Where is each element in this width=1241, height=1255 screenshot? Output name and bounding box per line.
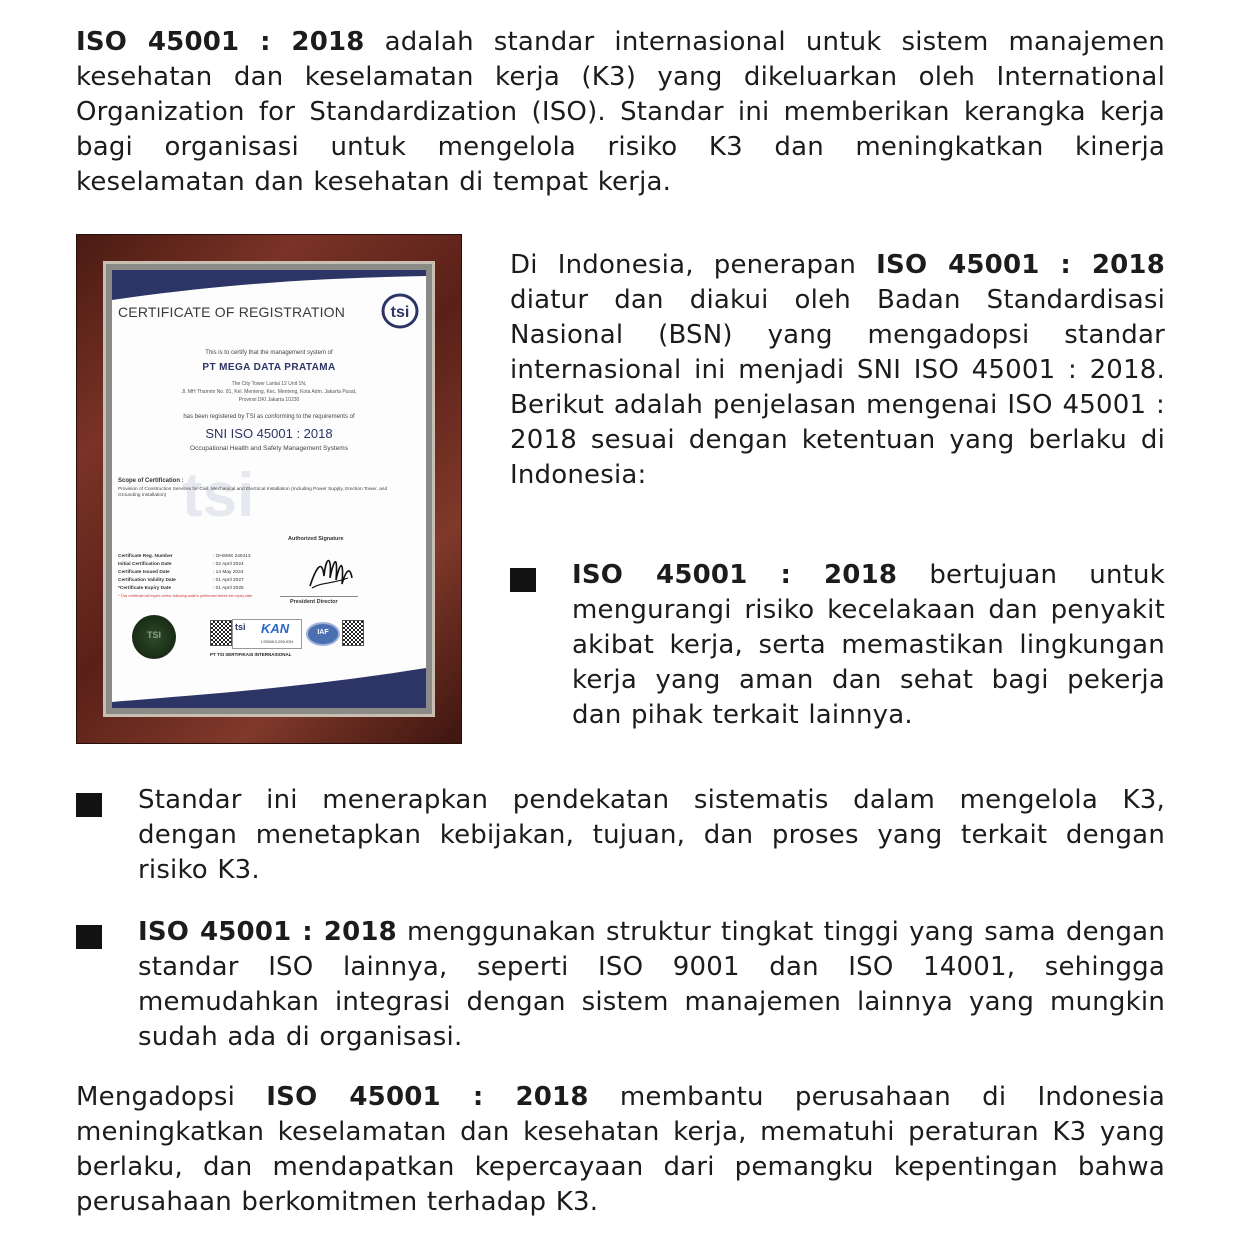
certificate-frame xyxy=(76,234,462,744)
detail-value: : 02 April 2024 xyxy=(213,562,244,567)
bullet-bold: ISO 45001 : 2018 xyxy=(138,917,397,947)
indonesia-text-before: Di Indonesia, penerapan xyxy=(510,250,877,280)
signatory-title: President Director xyxy=(290,599,338,605)
qr-code-icon xyxy=(342,620,364,646)
detail-row xyxy=(118,577,251,585)
standard-name: SNI ISO 45001 : 2018 xyxy=(205,426,333,441)
certificate-mat xyxy=(103,261,435,717)
detail-value: : 01 April 2027 xyxy=(213,578,244,583)
detail-label: Certificate Reg. Number xyxy=(118,554,173,559)
certificate-title: CERTIFICATE OF REGISTRATION xyxy=(118,304,346,320)
authorized-signature-label: Authorized Signature xyxy=(288,536,344,542)
detail-label: Certificate Issued Date xyxy=(118,570,170,575)
bullet-bold: ISO 45001 : 2018 xyxy=(572,560,898,590)
indonesia-bold: ISO 45001 : 2018 xyxy=(876,250,1165,280)
tsi-seal-icon xyxy=(132,615,176,659)
intro-text: adalah standar internasional untuk sistem manajemen kesehatan dan keselamatan kerja (K3) yang dikeluarkan oleh International Organization for Standardization (ISO). Standar ini memberikan kerangka kerja bagi organisasi untuk mengelola risiko K3 dan meningkatkan kinerja keselamatan dan kesehatan di tempat kerja. xyxy=(76,27,1165,197)
tsi-logo-icon xyxy=(380,292,420,330)
bullet-text: menggunakan struktur tingkat tinggi yang sama dengan standar ISO lainnya, seperti ISO 9001 dan ISO 14001, sehingga memudahkan integrasi dengan sistem manajemen lainnya yang mungkin sudah ada di organisasi. xyxy=(138,917,1165,1052)
square-bullet-icon xyxy=(510,568,536,592)
kan-tsi-text: tsi xyxy=(235,622,246,632)
address-line-2: Jl. MH Thamrin No. 81, Kel. Menteng, Kec. Menteng, Kota Adm. Jakarta Pusat, xyxy=(181,389,357,395)
kan-code: LSSMK3-090-IDN xyxy=(261,639,294,644)
expiry-note: * This certificate will expire unless following audit is performed before the expiry date xyxy=(118,594,253,598)
tsi-logo-text: tsi xyxy=(390,304,410,321)
indonesia-text-after: diatur dan diakui oleh Badan Standardisasi Nasional (BSN) yang mengadopsi standar internasional ini menjadi SNI ISO 45001 : 2018. Berikut adalah penjelasan mengenai ISO 45001 : 2018 sesuai dengan ketentuan yang berlaku di Indonesia: xyxy=(510,285,1165,490)
closing-text-before: Mengadopsi xyxy=(76,1082,267,1112)
bullet-text: Standar ini menerapkan pendekatan sistematis dalam mengelola K3, dengan menetapkan kebijakan, tujuan, dan proses yang terkait dengan risiko K3. xyxy=(138,785,1165,885)
standard-description: Occupational Health and Safety Management Systems xyxy=(190,445,348,452)
intro-bold: ISO 45001 : 2018 xyxy=(76,27,365,57)
certificate-details xyxy=(118,553,251,593)
address-line-3: Provinsi DKI Jakarta 10230 xyxy=(238,397,300,403)
closing-bold: ISO 45001 : 2018 xyxy=(266,1082,589,1112)
scope-heading: Scope of Certification : xyxy=(118,478,184,484)
detail-row xyxy=(118,553,251,561)
closing-text-after: membantu perusahaan di Indonesia meningkatkan keselamatan dan kesehatan kerja, mematuhi peraturan K3 yang berlaku, dan mendapatkan kepercayaan dari pemangku kepentingan bahwa perusahaan berkomitmen terhadap K3. xyxy=(76,1082,1165,1217)
detail-row xyxy=(118,569,251,577)
tsi-watermark: tsi xyxy=(182,461,255,530)
detail-label: *Certificate Expiry Date xyxy=(118,586,172,591)
signature-line xyxy=(280,596,358,597)
certify-line: This is to certify that the management system of xyxy=(205,350,333,356)
detail-value: : 01 April 2025 xyxy=(213,586,244,591)
intro-paragraph xyxy=(76,25,1165,200)
detail-value: : OHSMS 240413 xyxy=(213,554,251,559)
indonesia-paragraph xyxy=(510,248,1165,493)
kan-text: KAN xyxy=(261,621,290,636)
detail-row xyxy=(118,585,251,593)
certificate-image xyxy=(112,270,426,708)
closing-paragraph xyxy=(76,1080,1165,1220)
address-line-1: The City Tower Lantai 12 Unit 1N, xyxy=(231,381,307,387)
iaf-text: IAF xyxy=(317,629,329,636)
qr-code-icon xyxy=(210,620,232,646)
detail-value: : 14 May 2024 xyxy=(213,570,244,575)
square-bullet-icon xyxy=(76,793,102,817)
detail-row xyxy=(118,561,251,569)
bullet-text: bertujuan untuk mengurangi risiko kecelakaan dan penyakit akibat kerja, serta memastikan lingkungan kerja yang aman dan sehat bagi pekerja dan pihak terkait lainnya. xyxy=(572,560,1165,730)
scope-text: Provision of Construction Services for Civil, Mechanical and Electrical Installation (Including Power Supply, Erection Tower, and Grounding Installation) xyxy=(118,487,388,498)
company-name: PT MEGA DATA PRATAMA xyxy=(202,362,336,373)
square-bullet-icon xyxy=(76,925,102,949)
signature-icon xyxy=(302,548,362,592)
registered-line: has been registered by TSI as conforming to the requirements of xyxy=(183,414,355,420)
kan-accreditation-logo xyxy=(232,619,302,649)
detail-label: Certification Validity Date xyxy=(118,578,176,583)
iaf-logo-icon xyxy=(306,622,340,646)
detail-label: Initial Certification Date xyxy=(118,562,172,567)
issuer-name: PT TSI SERTIFIKASI INTERNASIONAL xyxy=(210,652,292,657)
seal-text: TSI xyxy=(146,630,161,640)
